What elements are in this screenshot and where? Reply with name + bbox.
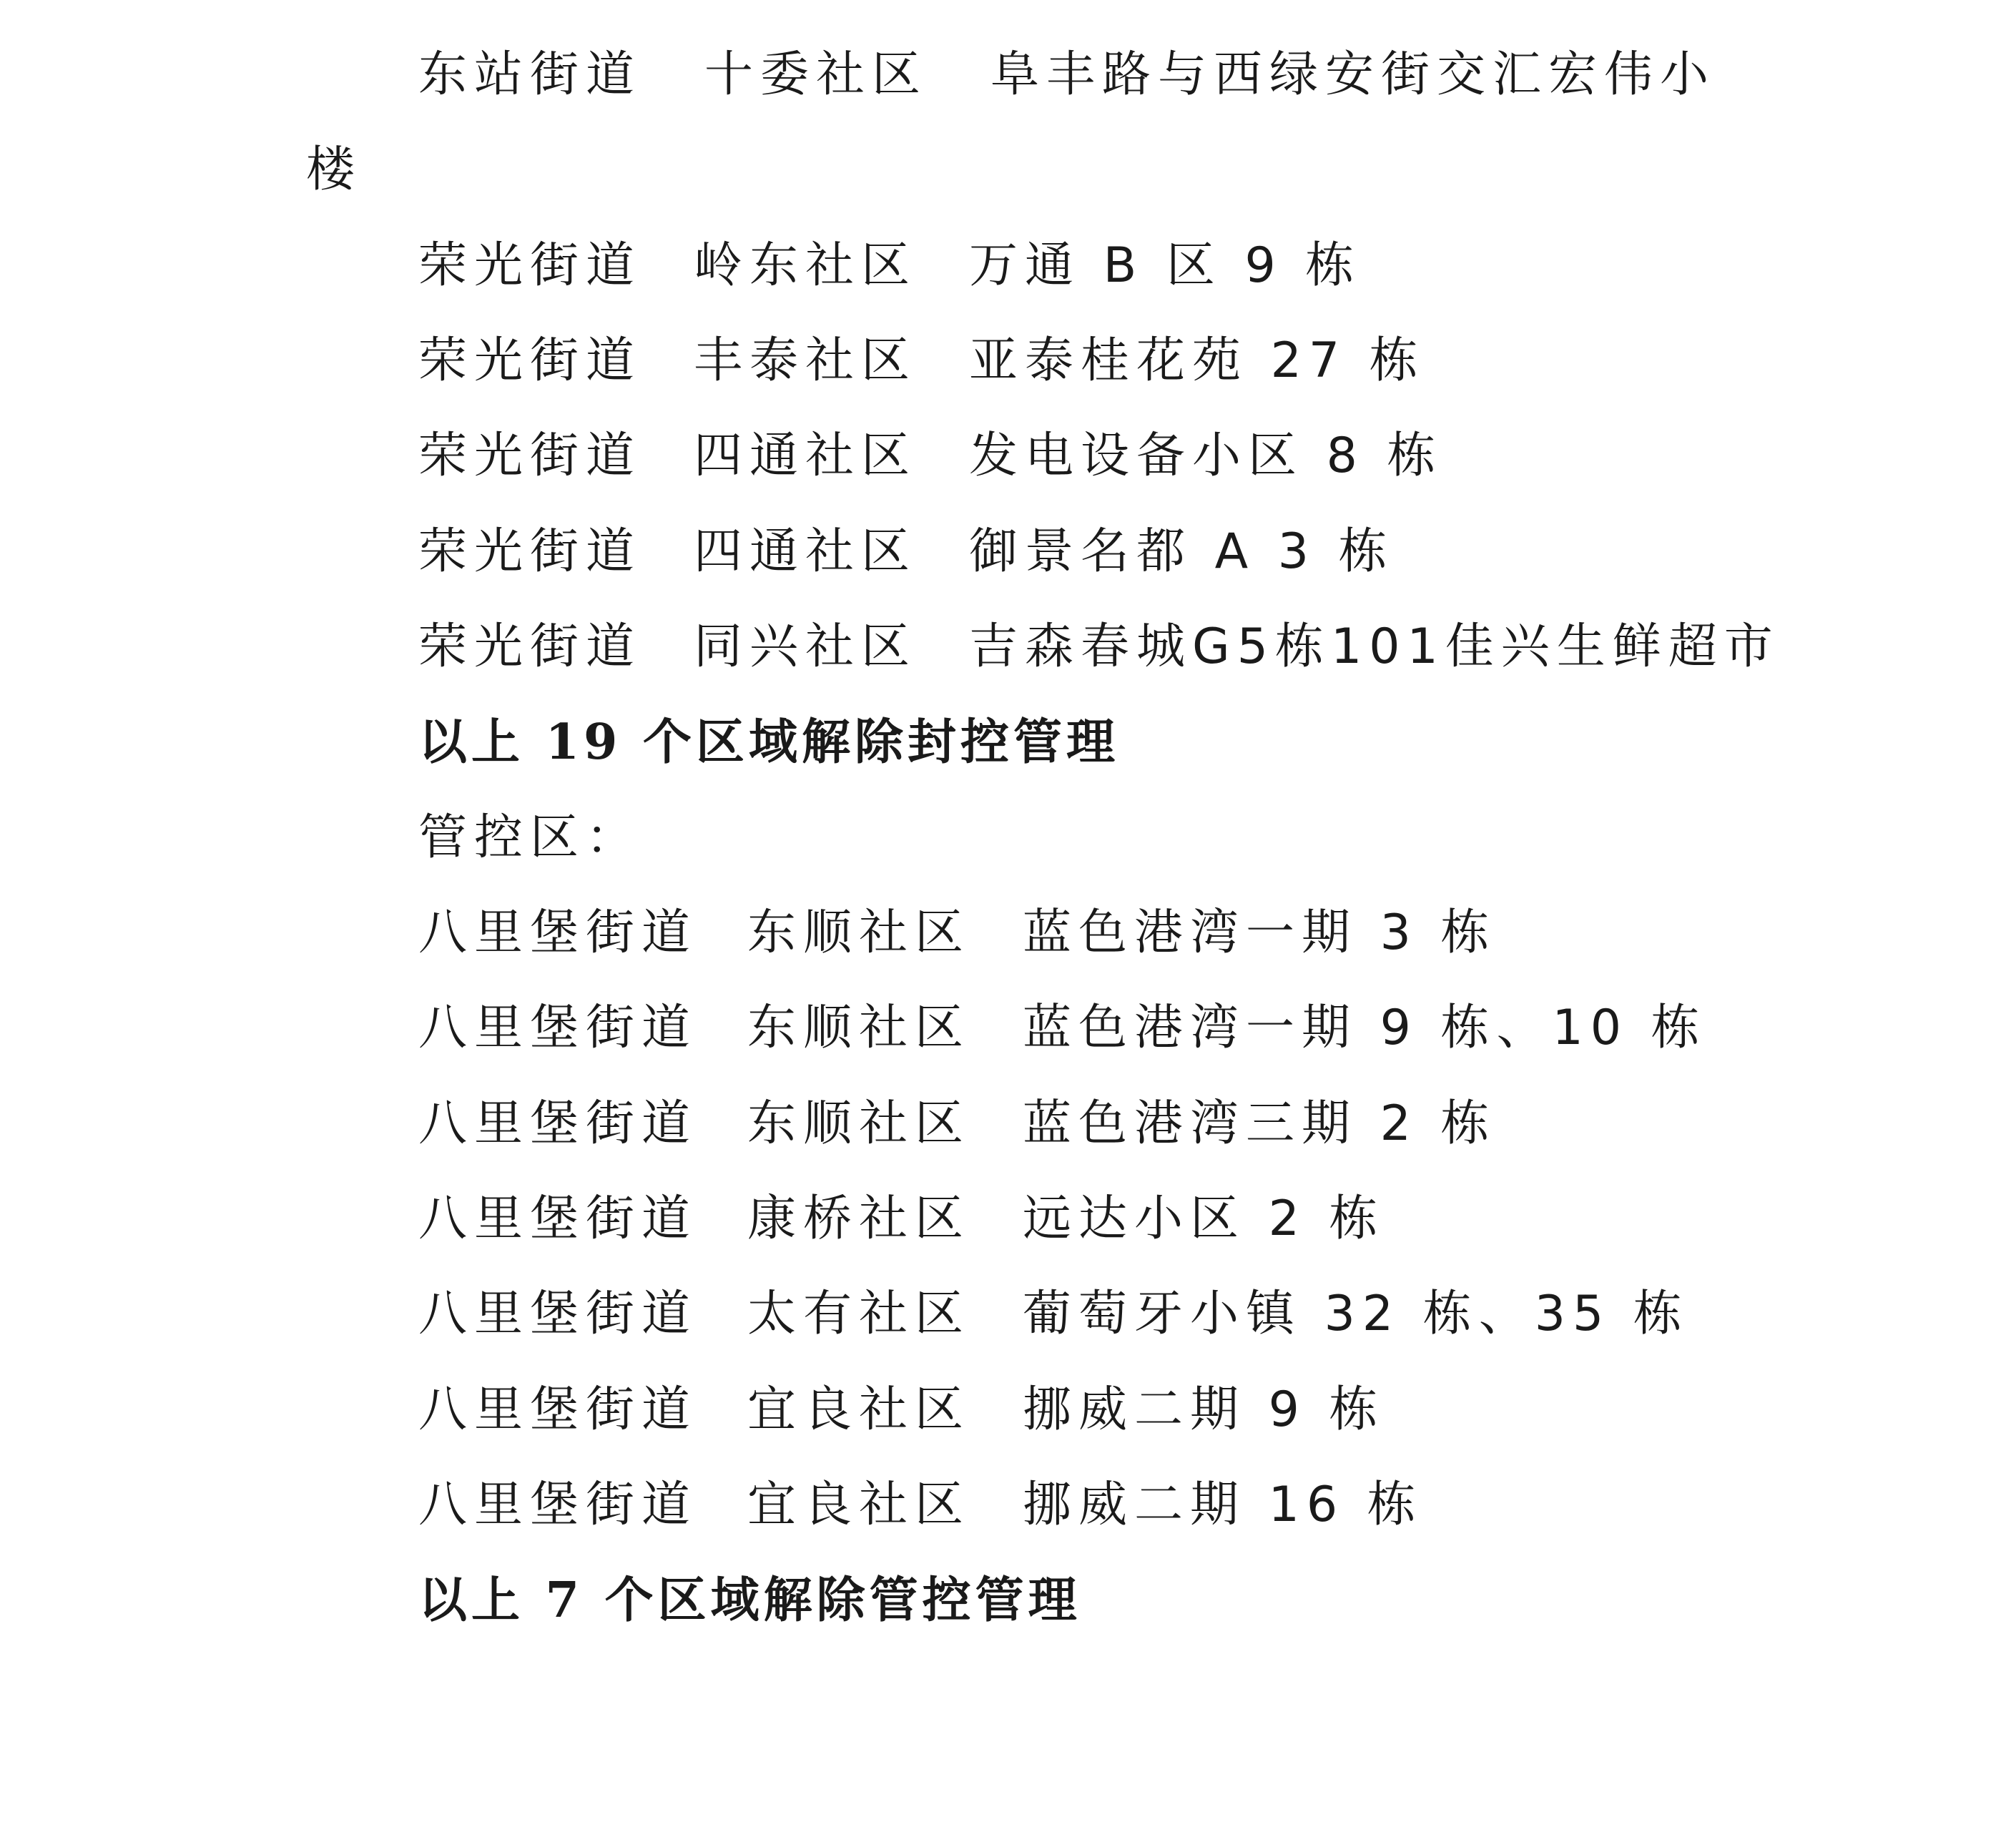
location-name: 亚泰桂花苑 27 栋 [969, 333, 1425, 389]
community-name: 同兴社区 [694, 619, 918, 675]
location-name: 万通 B 区 9 栋 [969, 237, 1362, 294]
entry-row [418, 1469, 1423, 1541]
entry-row [418, 1279, 1689, 1350]
location-name: 挪威二期 16 栋 [1023, 1477, 1423, 1533]
street-name: 八里堡街道 [418, 1286, 698, 1342]
community-name: 太有社区 [747, 1286, 971, 1342]
street-name: 荣光街道 [418, 523, 642, 580]
community-name: 十委社区 [704, 46, 928, 103]
control-zone-heading: 管控区： [418, 809, 642, 866]
entry-row [418, 1088, 1497, 1160]
location-name: 阜丰路与西绿安街交汇宏伟小 [990, 46, 1716, 103]
location-name: 蓝色港湾三期 2 栋 [1023, 1095, 1497, 1152]
location-name: 挪威二期 9 栋 [1023, 1382, 1385, 1438]
entry-row [418, 1374, 1385, 1446]
entry-row [418, 325, 1425, 397]
community-name: 四通社区 [694, 523, 918, 580]
entry-row [418, 611, 1780, 683]
street-name: 八里堡街道 [418, 1095, 698, 1152]
street-name: 东站街道 [418, 46, 642, 103]
street-name: 荣光街道 [418, 428, 642, 484]
entry-row [418, 420, 1443, 492]
entry-row [418, 897, 1497, 969]
street-name: 八里堡街道 [418, 1477, 698, 1533]
community-name: 东顺社区 [747, 1095, 971, 1152]
entry-row-continuation [306, 134, 396, 206]
location-name: 葡萄牙小镇 32 栋、35 栋 [1023, 1286, 1689, 1342]
entry-row [418, 230, 1362, 302]
community-name: 四通社区 [694, 428, 918, 484]
location-name: 蓝色港湾一期 3 栋 [1023, 905, 1497, 961]
location-name: 远达小区 2 栋 [1023, 1191, 1385, 1247]
location-name: 发电设备小区 8 栋 [969, 428, 1443, 484]
location-name: 御景名都 A 3 栋 [969, 523, 1395, 580]
control-summary: 以上 7 个区域解除管控管理 [418, 1572, 1081, 1629]
sealed-summary: 以上 19 个区域解除封控管理 [418, 714, 1119, 771]
street-name: 八里堡街道 [418, 1000, 698, 1056]
community-name: 东顺社区 [747, 905, 971, 961]
entry-row [418, 516, 1395, 588]
street-name: 荣光街道 [418, 237, 642, 294]
community-name: 宜良社区 [747, 1382, 971, 1438]
entry-row [418, 993, 1707, 1064]
street-name: 八里堡街道 [418, 905, 698, 961]
community-name: 宜良社区 [747, 1477, 971, 1533]
community-name: 东顺社区 [747, 1000, 971, 1056]
location-name-continued: 楼 [306, 142, 363, 198]
street-name: 荣光街道 [418, 333, 642, 389]
street-name: 荣光街道 [418, 619, 642, 675]
street-name: 八里堡街道 [418, 1382, 698, 1438]
entry-row [418, 1183, 1385, 1255]
location-name: 吉森春城G5栋101佳兴生鲜超市 [969, 619, 1780, 675]
community-name: 康桥社区 [747, 1191, 971, 1247]
entry-row [418, 39, 1716, 111]
community-name: 丰泰社区 [694, 333, 918, 389]
location-name: 蓝色港湾一期 9 栋、10 栋 [1023, 1000, 1707, 1056]
community-name: 岭东社区 [694, 237, 918, 294]
street-name: 八里堡街道 [418, 1191, 698, 1247]
